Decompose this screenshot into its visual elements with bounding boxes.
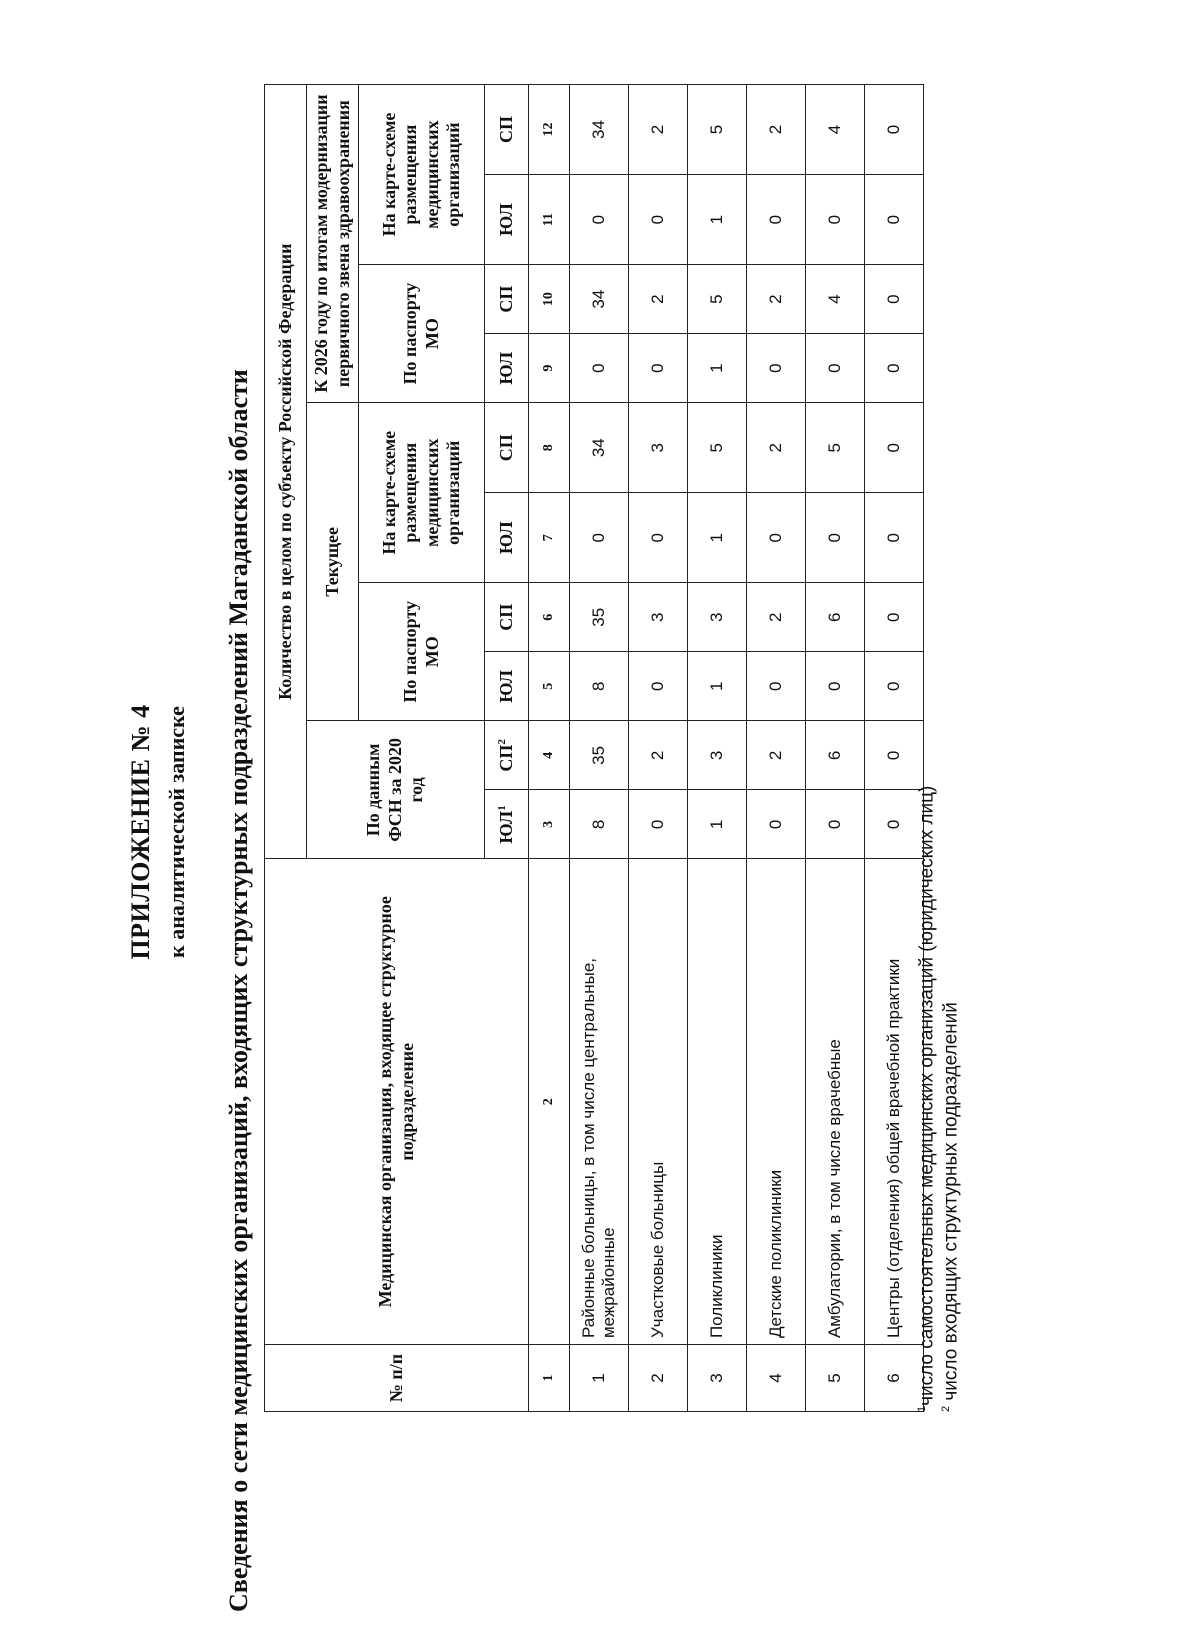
table-cell: 3 <box>629 583 688 652</box>
row-organization-name: Детские поликлиники <box>747 859 806 1345</box>
header-current: Текущее <box>307 403 359 721</box>
table-cell: 0 <box>747 652 806 721</box>
table-cell: 5 <box>688 85 747 175</box>
table-cell: 5 <box>688 403 747 493</box>
table-cell: 0 <box>629 334 688 403</box>
table-cell: 0 <box>747 493 806 583</box>
header-2026-passport: По паспорту МО <box>359 265 485 403</box>
table-cell: 8 <box>570 652 629 721</box>
row-organization-name: Центры (отделения) общей врачебной практики <box>865 859 924 1345</box>
row-number: 6 <box>865 1345 924 1412</box>
column-number: 6 <box>529 583 570 652</box>
table-cell: 35 <box>570 583 629 652</box>
table-cell: 2 <box>629 721 688 790</box>
table-cell: 4 <box>806 265 865 334</box>
row-number: 5 <box>806 1345 865 1412</box>
footnote-1: $^1$число самостоятельных медицинских организаций (юридических лиц) <box>916 785 938 1412</box>
table-row <box>865 85 924 1412</box>
table-cell: 0 <box>806 790 865 859</box>
table-row <box>688 85 747 1412</box>
table-cell: 3 <box>688 721 747 790</box>
table-cell: 2 <box>747 265 806 334</box>
row-number: 4 <box>747 1345 806 1412</box>
table-cell: 0 <box>806 175 865 265</box>
column-number: 9 <box>529 334 570 403</box>
table-cell: 1 <box>688 790 747 859</box>
appendix-title: ПРИЛОЖЕНИЕ № 4 <box>126 704 155 960</box>
appendix-subtitle: к аналитической записке <box>164 706 189 958</box>
header-2026-map: На карте-схеме размещения медицинских организаций <box>359 85 485 265</box>
column-number: 8 <box>529 403 570 493</box>
header-2026: К 2026 году по итогам модернизации первичного звена здравоохранения <box>307 85 359 403</box>
table-cell: 0 <box>806 493 865 583</box>
table-cell: 0 <box>865 265 924 334</box>
table-row <box>747 85 806 1412</box>
table-cell: 34 <box>570 265 629 334</box>
table-cell: 0 <box>806 652 865 721</box>
table-cell: 0 <box>865 652 924 721</box>
header-sp: СП <box>485 85 529 175</box>
table-cell: 2 <box>747 721 806 790</box>
header-sp: СП <box>485 583 529 652</box>
table-cell: 0 <box>747 334 806 403</box>
table-cell: 1 <box>688 175 747 265</box>
header-sp: СП <box>485 265 529 334</box>
column-number: 7 <box>529 493 570 583</box>
column-number: 3 <box>529 790 570 859</box>
header-organization: Медицинская организация, входящее структурное подразделение <box>265 859 529 1345</box>
table-row <box>570 85 629 1412</box>
table-cell: 1 <box>688 493 747 583</box>
table-cell: 2 <box>629 265 688 334</box>
header-yul: ЮЛ <box>485 175 529 265</box>
table-cell: 0 <box>570 175 629 265</box>
table-cell: 0 <box>865 334 924 403</box>
header-fsn-2020: По данным ФСН за 2020 год <box>307 721 485 859</box>
table-cell: 6 <box>806 721 865 790</box>
header-sp: СП <box>485 403 529 493</box>
table-cell: 34 <box>570 403 629 493</box>
column-number: 5 <box>529 652 570 721</box>
header-yul: ЮЛ <box>485 334 529 403</box>
table-cell: 0 <box>629 175 688 265</box>
table-cell: 0 <box>629 652 688 721</box>
table-cell: 2 <box>629 85 688 175</box>
table-cell: 0 <box>865 790 924 859</box>
table-cell: 2 <box>747 85 806 175</box>
document-title: Сведения о сети медицинских организаций, входящих структурных подразделений Магаданской области <box>224 369 253 1612</box>
table-cell: 6 <box>806 583 865 652</box>
column-number: 1 <box>529 1345 570 1412</box>
table-cell: 0 <box>629 493 688 583</box>
column-number-row <box>529 85 570 1412</box>
table-cell: 1 <box>688 652 747 721</box>
row-organization-name: Поликлиники <box>688 859 747 1345</box>
header-current-passport: По паспорту МО <box>359 583 485 721</box>
table-cell: 35 <box>570 721 629 790</box>
row-number: 2 <box>629 1345 688 1412</box>
table-cell: 0 <box>865 175 924 265</box>
column-number: 12 <box>529 85 570 175</box>
table-cell: 0 <box>865 493 924 583</box>
table-cell: 2 <box>747 583 806 652</box>
table-cell: 3 <box>629 403 688 493</box>
table-cell: 0 <box>865 583 924 652</box>
table-cell: 0 <box>865 85 924 175</box>
table-cell: 0 <box>747 175 806 265</box>
table-row <box>629 85 688 1412</box>
header-no: № п/п <box>265 1345 529 1412</box>
column-number: 2 <box>529 859 570 1345</box>
table-cell: 3 <box>688 583 747 652</box>
header-current-map: На карте-схеме размещения медицинских организаций <box>359 403 485 583</box>
document-page <box>38 52 1158 1612</box>
table-cell: 5 <box>688 265 747 334</box>
table-cell: 0 <box>570 334 629 403</box>
table-cell: 5 <box>806 403 865 493</box>
medical-network-table <box>264 84 924 1412</box>
table-cell: 0 <box>570 493 629 583</box>
table-cell: 0 <box>747 790 806 859</box>
header-total-group: Количество в целом по субъекту Российской Федерации <box>265 85 307 859</box>
table-cell: 0 <box>806 334 865 403</box>
column-number: 10 <box>529 265 570 334</box>
footnote-2: $^2$ число входящих структурных подразделений <box>940 1002 962 1412</box>
row-organization-name: Участковые больницы <box>629 859 688 1345</box>
column-number: 11 <box>529 175 570 265</box>
table-cell: 8 <box>570 790 629 859</box>
table-cell: 0 <box>865 721 924 790</box>
table-cell: 2 <box>747 403 806 493</box>
table-row <box>806 85 865 1412</box>
row-organization-name: Районные больницы, в том числе центральные, межрайонные <box>570 859 629 1345</box>
table-cell: 0 <box>629 790 688 859</box>
row-number: 1 <box>570 1345 629 1412</box>
column-number: 4 <box>529 721 570 790</box>
header-yul: ЮЛ <box>485 652 529 721</box>
header-sp-fsn: $СП^2$ <box>485 721 529 790</box>
table-cell: 4 <box>806 85 865 175</box>
row-number: 3 <box>688 1345 747 1412</box>
table-cell: 0 <box>865 403 924 493</box>
header-yul-fsn: $ЮЛ^1$ <box>485 790 529 859</box>
table-cell: 34 <box>570 85 629 175</box>
header-yul: ЮЛ <box>485 493 529 583</box>
table-cell: 1 <box>688 334 747 403</box>
row-organization-name: Амбулатории, в том числе врачебные <box>806 859 865 1345</box>
